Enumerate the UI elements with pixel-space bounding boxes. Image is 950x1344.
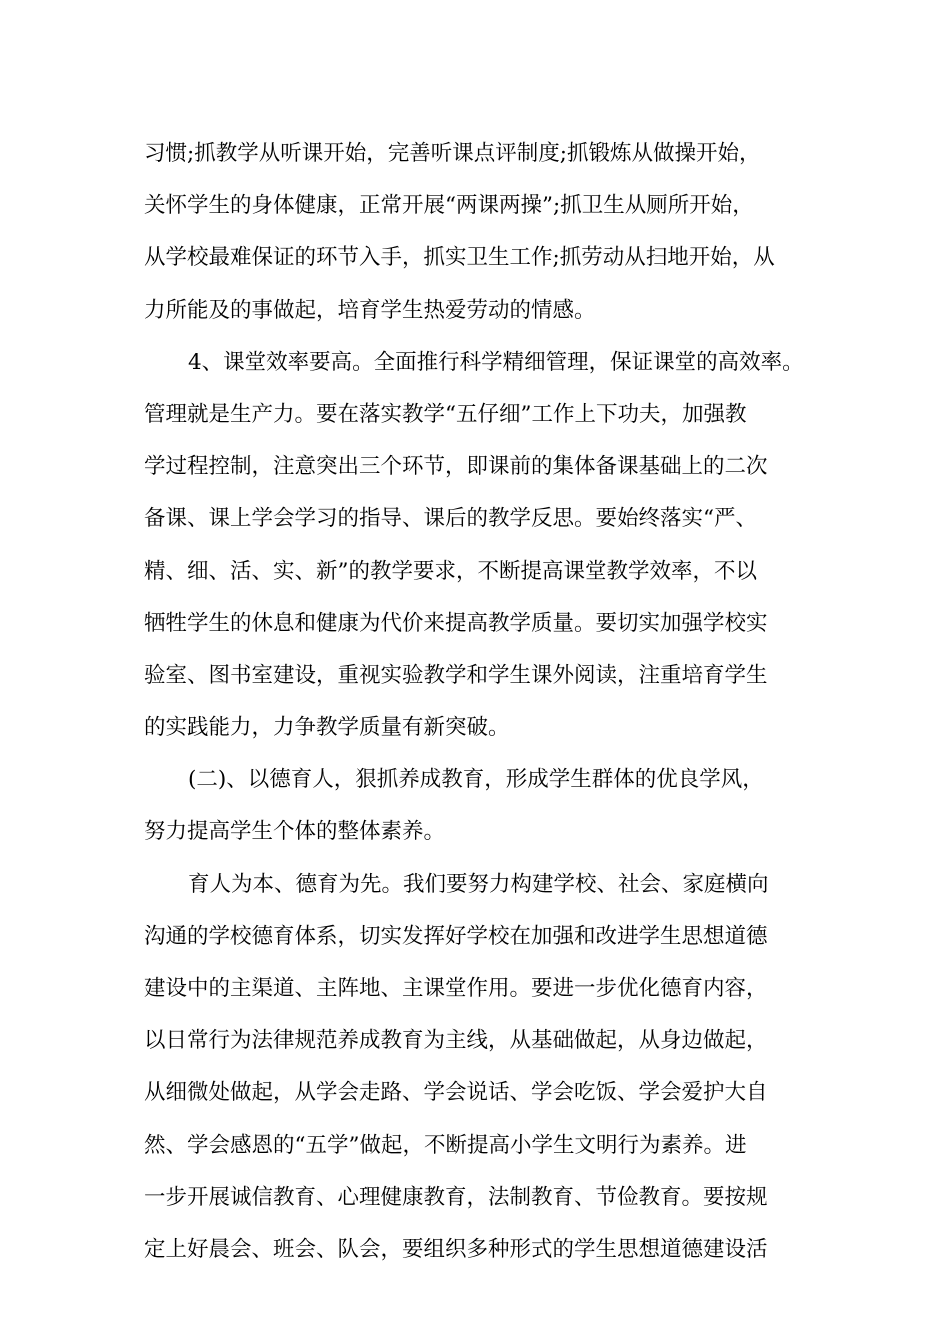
text-line: 验室、图书室建设，重视实验教学和学生课外阅读，注重培育学生 <box>144 662 768 688</box>
text-line: 沟通的学校德育体系，切实发挥好学校在加强和改进学生思想道德 <box>144 923 768 949</box>
section-heading-continued: 努力提高学生个体的整体素养。 <box>144 819 446 845</box>
text-line: 的实践能力，力争教学质量有新突破。 <box>144 715 510 741</box>
section-heading: (二)、以德育人，狠抓养成教育，形成学生群体的优良学风， <box>188 767 764 793</box>
paragraph-first-line: 育人为本、德育为先。我们要努力构建学校、社会、家庭横向 <box>188 871 769 897</box>
text-line: 力所能及的事做起，培育学生热爱劳动的情感。 <box>144 297 596 323</box>
text-line: 备课、课上学会学习的指导、课后的教学反思。要始终落实“严、 <box>144 506 757 532</box>
text-line: 习惯;抓教学从听课开始，完善听课点评制度;抓锻炼从做操开始， <box>144 141 761 166</box>
paragraph-first-line: 4、课堂效率要高。全面推行科学精细管理，保证课堂的高效率。 <box>188 349 804 375</box>
text-line: 管理就是生产力。要在落实教学“五仔细”工作上下功夫，加强教 <box>144 401 747 427</box>
text-line: 一步开展诚信教育、心理健康教育，法制教育、节俭教育。要按规 <box>144 1184 768 1210</box>
text-line: 定上好晨会、班会、队会，要组织多种形式的学生思想道德建设活 <box>144 1236 768 1262</box>
text-line: 从细微处做起，从学会走路、学会说话、学会吃饭、学会爱护大自 <box>144 1080 768 1106</box>
text-line: 以日常行为法律规范养成教育为主线，从基础做起，从身边做起， <box>144 1028 768 1054</box>
text-line: 建设中的主渠道、主阵地、主课堂作用。要进一步优化德育内容， <box>144 976 768 1001</box>
text-line: 学过程控制，注意突出三个环节，即课前的集体备课基础上的二次 <box>144 454 768 480</box>
text-line: 从学校最难保证的环节入手，抓实卫生工作;抓劳动从扫地开始，从 <box>144 245 775 271</box>
document-body <box>144 128 824 1276</box>
text-line: 关怀学生的身体健康，正常开展“两课两操”;抓卫生从厕所开始， <box>144 193 754 219</box>
text-line: 然、学会感恩的“五学”做起，不断提高小学生文明行为素养。进 <box>144 1132 747 1158</box>
text-line: 精、细、活、实、新”的教学要求，不断提高课堂教学效率，不以 <box>144 558 757 584</box>
text-line: 牺牲学生的休息和健康为代价来提高教学质量。要切实加强学校实 <box>144 610 768 636</box>
